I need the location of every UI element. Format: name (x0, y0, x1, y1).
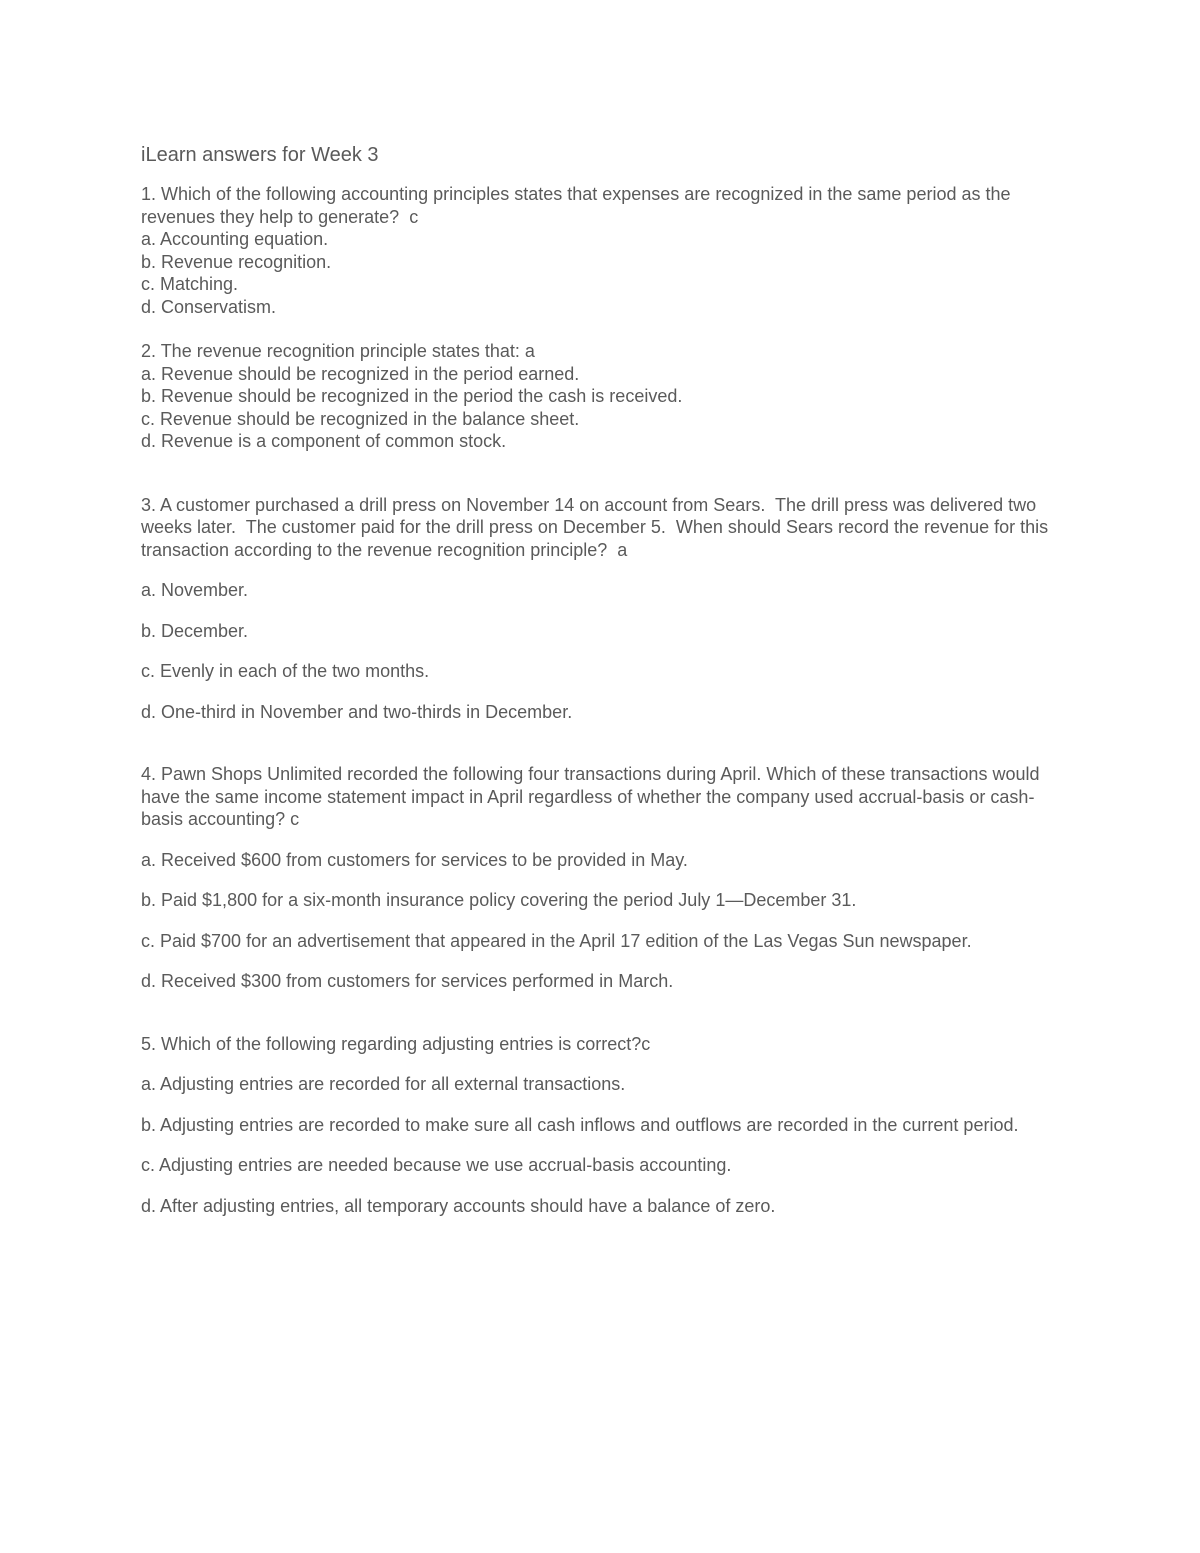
question-3 (141, 494, 1071, 724)
question-4-option-c: c. Paid $700 for an advertisement that appeared in the April 17 edition of the Las Vegas Sun newspaper. (141, 930, 972, 951)
question-1-option-a: a. Accounting equation. (141, 229, 329, 249)
document-page (141, 143, 1071, 1235)
question-1-stem: 1. Which of the following accounting principles states that expenses are recognized in the same period as the revenues they help to generate? c (141, 184, 1016, 227)
question-2-option-a: a. Revenue should be recognized in the period earned. (141, 363, 580, 384)
question-3-option-a: a. November. (141, 580, 249, 600)
question-3-option-d: d. One-third in November and two-thirds in December. (141, 701, 573, 722)
question-1 (141, 183, 1071, 318)
question-2-option-b: b. Revenue should be recognized in the period the cash is received. (141, 386, 683, 406)
question-2-option-c: c. Revenue should be recognized in the balance sheet. (141, 408, 580, 429)
question-5-stem: 5. Which of the following regarding adjusting entries is correct?c (141, 1033, 651, 1054)
question-3-option-b: b. December. (141, 620, 249, 641)
question-3-stem: 3. A customer purchased a drill press on November 14 on account from Sears. The drill press was delivered two weeks later. The customer paid for the drill press on December 5. When should Sears record the revenue for this transaction according to the revenue recognition principle? a (141, 494, 1054, 560)
question-3-option-c: c. Evenly in each of the two months. (141, 661, 430, 681)
document-title: iLearn answers for Week 3 (141, 144, 379, 166)
question-1-option-b: b. Revenue recognition. (141, 251, 332, 272)
question-2 (141, 340, 1071, 453)
question-4-option-b: b. Paid $1,800 for a six-month insurance policy covering the period July 1—December 31. (141, 890, 857, 910)
question-5 (141, 1033, 1071, 1218)
question-2-stem: 2. The revenue recognition principle states that: a (141, 341, 535, 361)
question-4-option-d: d. Received $300 from customers for services performed in March. (141, 971, 674, 991)
question-5-option-c: c. Adjusting entries are needed because we use accrual-basis accounting. (141, 1155, 732, 1175)
question-5-option-a: a. Adjusting entries are recorded for all external transactions. (141, 1074, 626, 1094)
question-4-option-a: a. Received $600 from customers for services to be provided in May. (141, 849, 688, 870)
question-5-option-d: d. After adjusting entries, all temporary accounts should have a balance of zero. (141, 1195, 776, 1216)
question-4 (141, 763, 1071, 993)
question-2-option-d: d. Revenue is a component of common stock. (141, 431, 507, 451)
question-4-stem: 4. Pawn Shops Unlimited recorded the following four transactions during April. Which of these transactions would have the same income statement impact in April regardless of whether the company used accrual-basis or cash-basis accounting? c (141, 764, 1045, 829)
question-1-option-c: c. Matching. (141, 274, 239, 294)
question-1-option-d: d. Conservatism. (141, 296, 277, 317)
question-5-option-b: b. Adjusting entries are recorded to make sure all cash inflows and outflows are recorded in the current period. (141, 1114, 1019, 1135)
